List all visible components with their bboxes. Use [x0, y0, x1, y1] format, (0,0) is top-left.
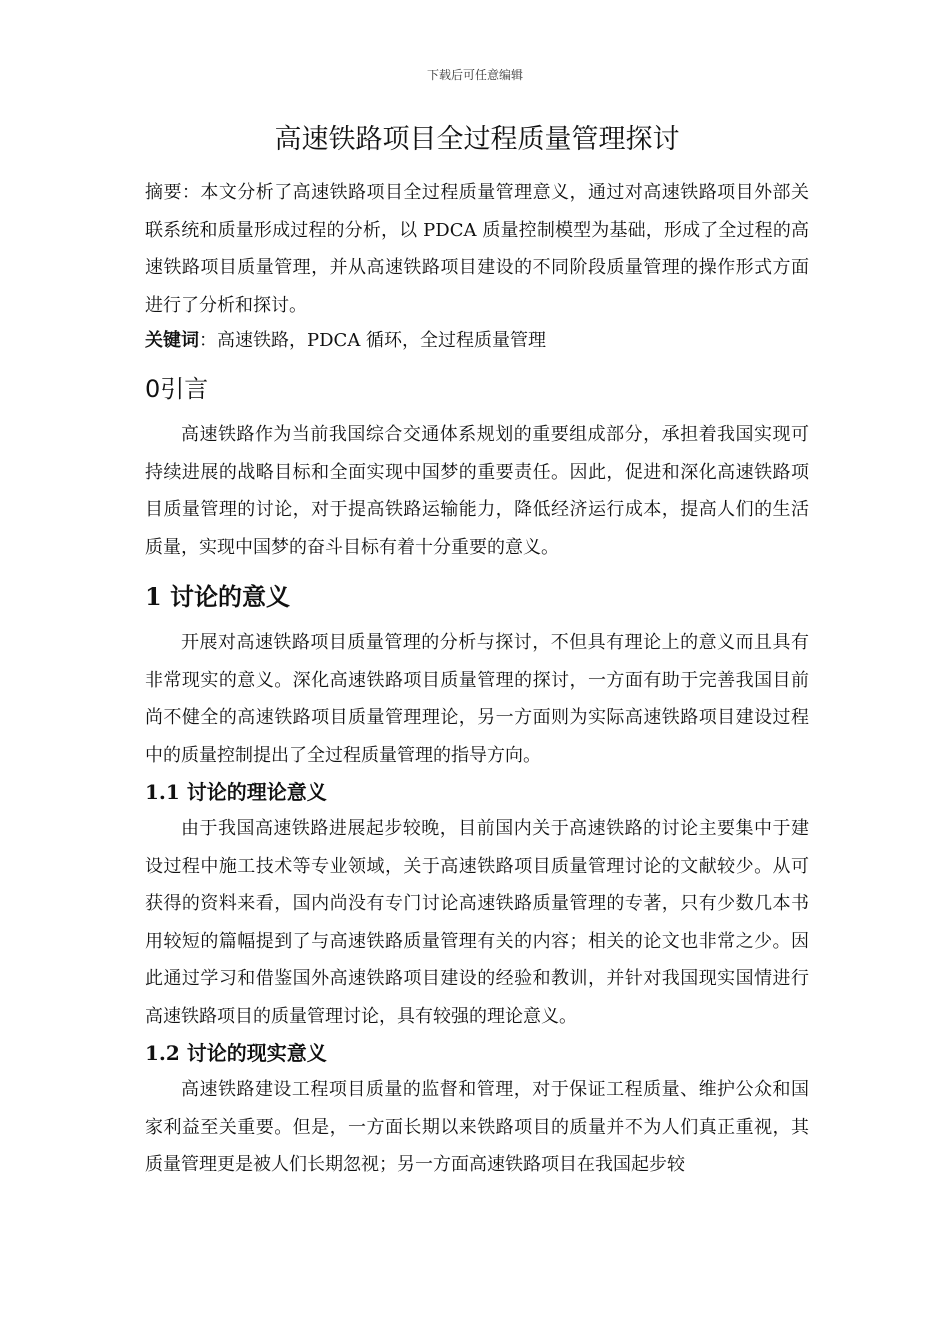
section-paragraph-1-1: 由于我国高速铁路进展起步较晚，目前国内关于高速铁路的讨论主要集中于建设过程中施工技术等专业领域，关于高速铁路项目质量管理讨论的文献较少。从可获得的资料来看，国内尚没有专门讨论高速铁路质量管理的专著，只有少数几本书用较短的篇幅提到了与高速铁路质量管理有关的内容；相关的论文也非常之少。因此通过学习和借鉴国外高速铁路项目建设的经验和教训，并针对我国现实国情进行高速铁路项目的质量管理讨论，具有较强的理论意义。 [145, 818, 809, 1027]
section-heading-1-2: 1.2 讨论的现实意义 [145, 1041, 327, 1065]
section-paragraph-1: 开展对高速铁路项目质量管理的分析与探讨，不但具有理论上的意义而且具有非常现实的意义。深化高速铁路项目质量管理的探讨，一方面有助于完善我国目前尚不健全的高速铁路项目质量管理理论，另一方面则为实际高速铁路项目建设过程中的质量控制提出了全过程质量管理的指导方向。 [145, 632, 809, 766]
keywords-text: ：高速铁路，PDCA 循环，全过程质量管理 [199, 330, 547, 351]
section-heading-1-1: 1.1 讨论的理论意义 [145, 780, 327, 804]
section-heading-intro: 0引言 [145, 375, 209, 403]
document-title: 高速铁路项目全过程质量管理探讨 [274, 124, 680, 155]
document-body [145, 120, 809, 1184]
section-paragraph-1-2: 高速铁路建设工程项目质量的监督和管理，对于保证工程质量、维护公众和国家利益至关重要。但是，一方面长期以来铁路项目的质量并不为人们真正重视，其质量管理更是被人们长期忽视；另一方面高速铁路项目在我国起步较 [145, 1079, 809, 1175]
keywords-line [145, 324, 809, 358]
section-paragraph-intro: 高速铁路作为当前我国综合交通体系规划的重要组成部分，承担着我国实现可持续进展的战略目标和全面实现中国梦的重要责任。因此，促进和深化高速铁路项目质量管理的讨论，对于提高铁路运输能力，降低经济运行成本，提高人们的生活质量，实现中国梦的奋斗目标有着十分重要的意义。 [145, 424, 809, 558]
header-note: 下载后可任意编辑 [426, 68, 523, 82]
abstract-paragraph: 摘要：本文分析了高速铁路项目全过程质量管理意义，通过对高速铁路项目外部关联系统和质量形成过程的分析，以 PDCA 质量控制模型为基础，形成了全过程的高速铁路项目质量管理，并从高速铁路项目建设的不同阶段质量管理的操作形式方面进行了分析和探讨。 [145, 182, 809, 316]
section-heading-1: 1 讨论的意义 [145, 582, 291, 611]
keywords-label: 关键词 [145, 330, 199, 351]
